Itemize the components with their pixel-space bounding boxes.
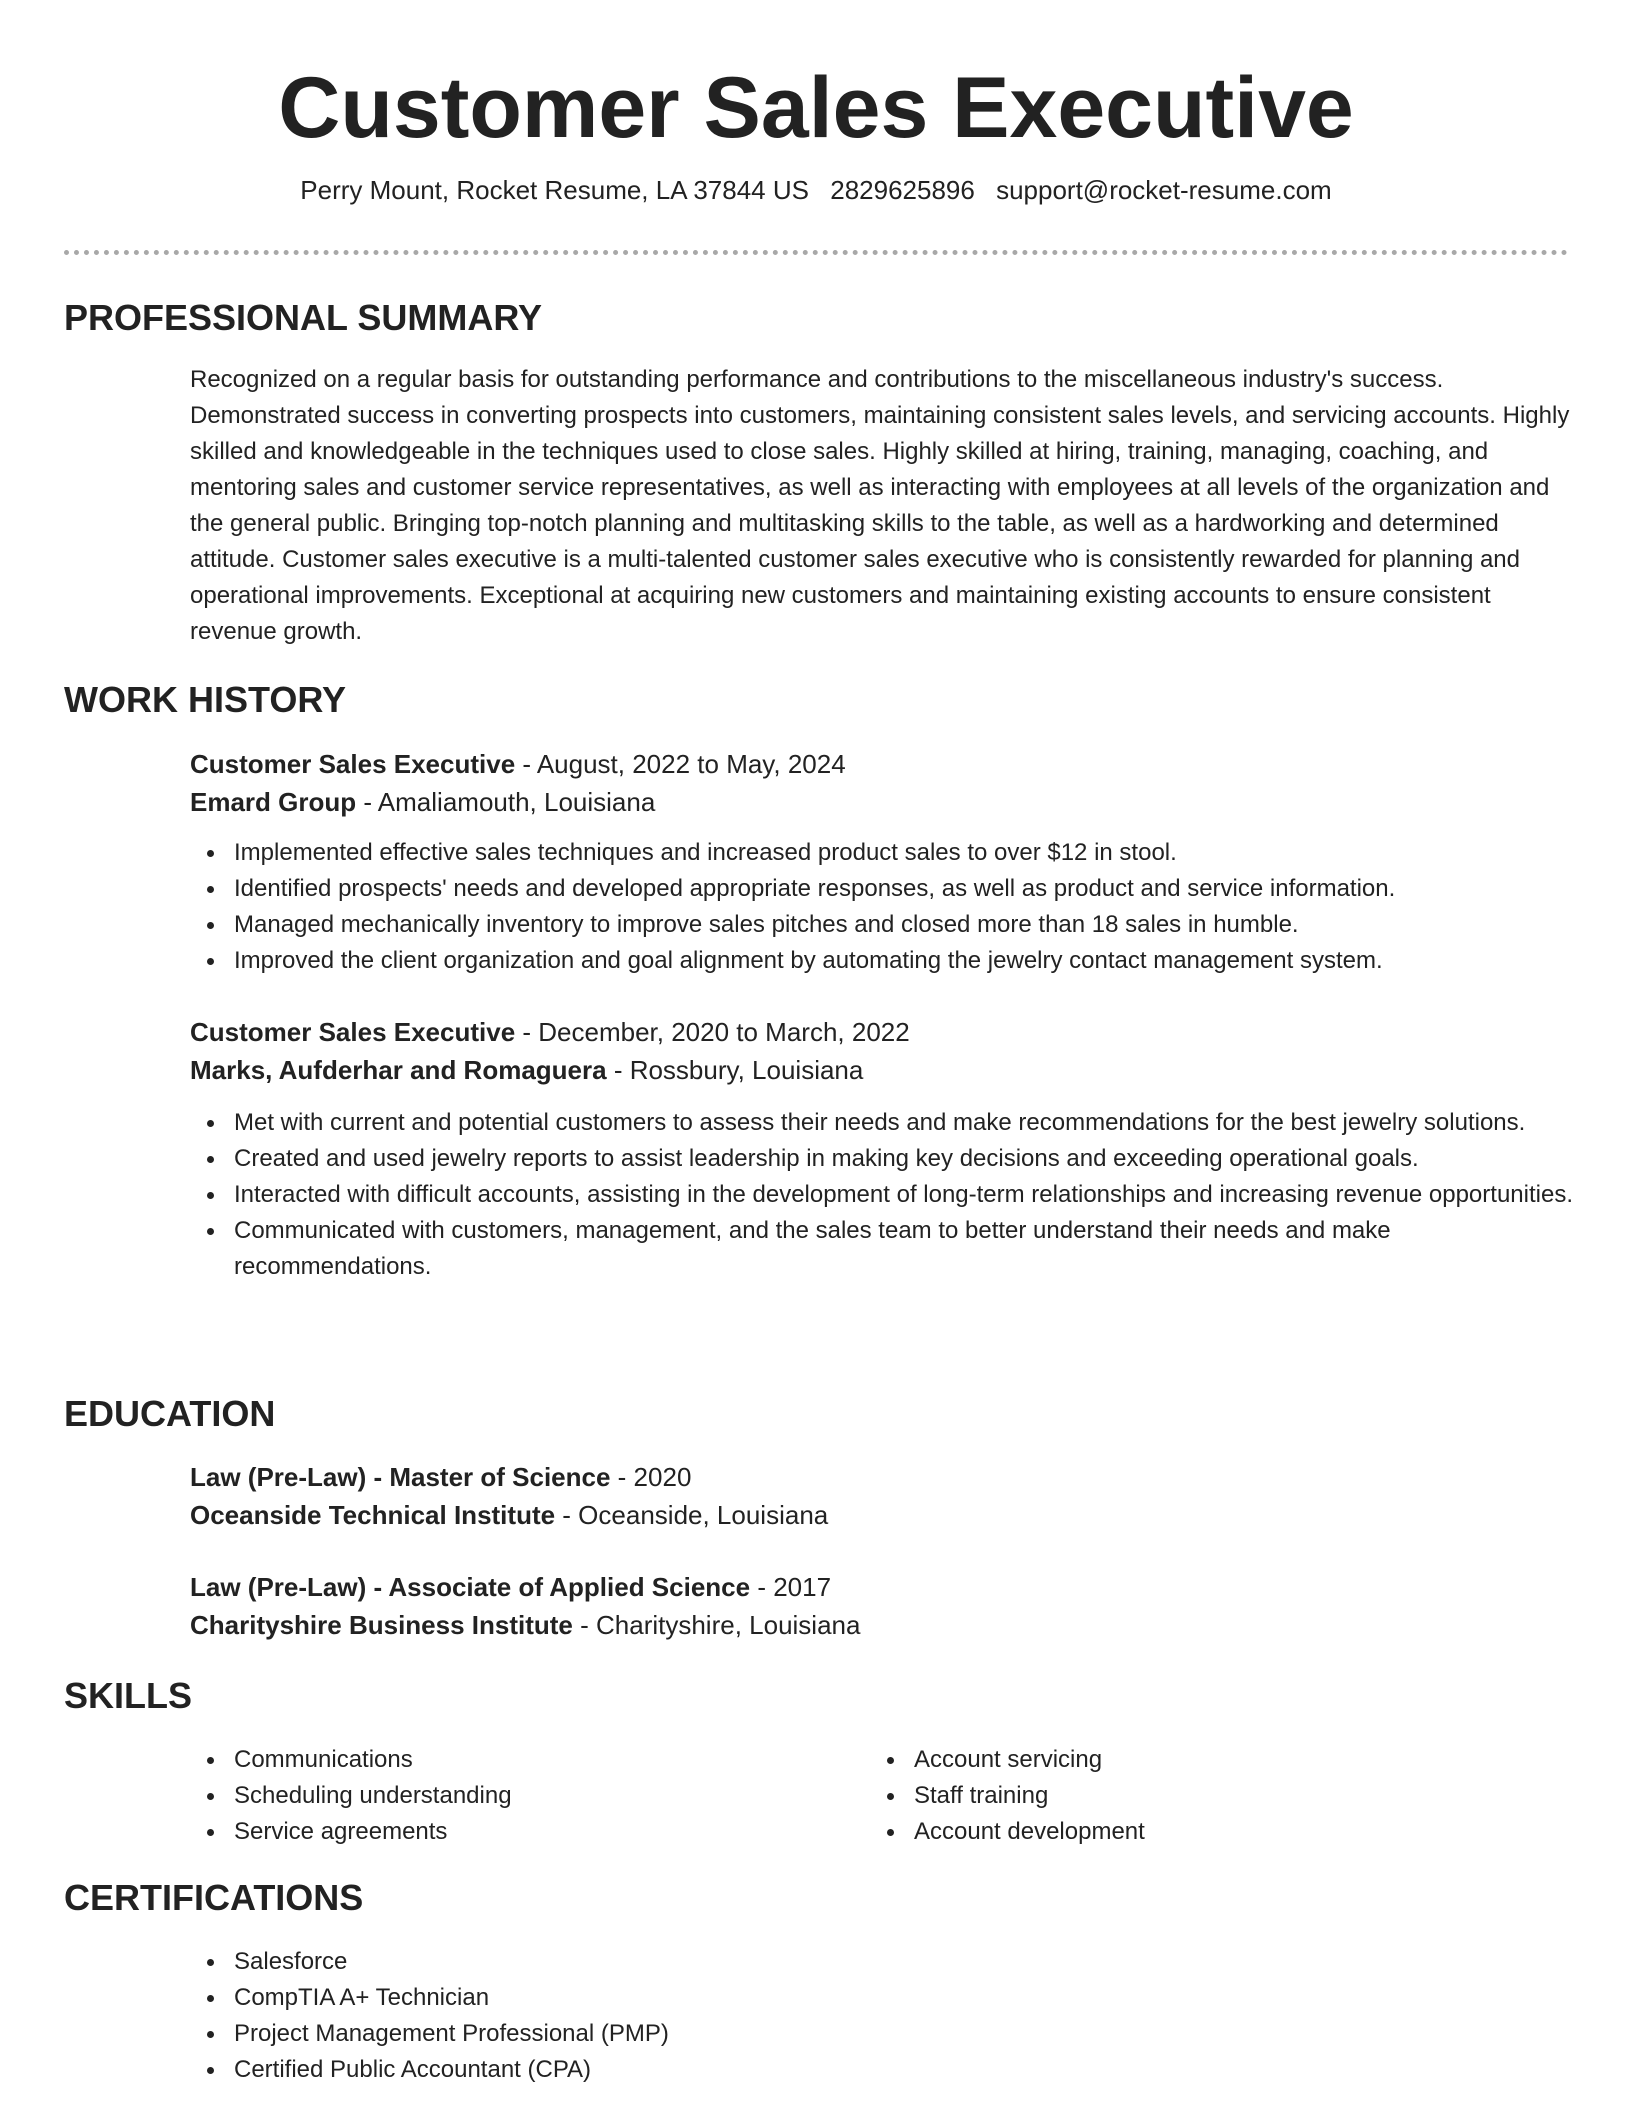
job-role: Customer Sales Executive: [190, 749, 516, 779]
skill-item: Account development: [914, 1814, 1550, 1850]
certification-bullets: [190, 1944, 1570, 2088]
job-dates: - December, 2020 to March, 2022: [515, 1017, 910, 1047]
certification-item: Certified Public Accountant (CPA): [234, 2052, 1570, 2088]
certification-item: Salesforce: [234, 1944, 1570, 1980]
job-company: Marks, Aufderhar and Romaguera: [190, 1055, 607, 1085]
work-history-heading: WORK HISTORY: [64, 679, 347, 720]
job-location: - Amaliamouth, Louisiana: [356, 787, 656, 817]
education-school: Oceanside Technical Institute: [190, 1500, 556, 1530]
job-company: Emard Group: [190, 787, 357, 817]
contact-email: support@rocket-resume.com: [996, 175, 1332, 205]
skill-item: Service agreements: [234, 1814, 870, 1850]
skill-item: Staff training: [914, 1778, 1550, 1814]
education-school: Charityshire Business Institute: [190, 1610, 573, 1640]
resume-page: [64, 0, 1573, 2083]
skills-column-left: [190, 1742, 870, 1850]
job-entry: [190, 1013, 1573, 1285]
education-degree-line: [190, 1568, 1570, 1606]
job-company-line: [190, 1051, 1570, 1089]
skill-item: Account servicing: [914, 1742, 1550, 1778]
resume-name: Customer Sales Executive: [278, 60, 1354, 156]
skills-list: [190, 1742, 1570, 1850]
skills-heading: SKILLS: [64, 1675, 193, 1716]
education-location: - Oceanside, Louisiana: [555, 1500, 829, 1530]
skill-item: Communications: [234, 1742, 870, 1778]
contact-phone: 2829625896: [830, 175, 975, 205]
summary-heading: PROFESSIONAL SUMMARY: [64, 297, 543, 338]
job-title-line: [190, 745, 1570, 783]
job-bullets: [190, 1105, 1574, 1285]
certification-item: CompTIA A+ Technician: [234, 1980, 1570, 2016]
contact-line: [64, 174, 1568, 206]
job-role: Customer Sales Executive: [190, 1017, 516, 1047]
skill-item: Scheduling understanding: [234, 1778, 870, 1814]
list-item: Identified prospects' needs and developed appropriate responses, as well as product and service information.: [234, 871, 1570, 907]
education-year: - 2020: [610, 1462, 692, 1492]
education-school-line: [190, 1606, 1570, 1644]
education-school-line: [190, 1496, 1570, 1534]
certifications-heading: CERTIFICATIONS: [64, 1877, 364, 1918]
education-degree: Law (Pre-Law) - Master of Science: [190, 1462, 611, 1492]
contact-address: Perry Mount, Rocket Resume, LA 37844 US: [300, 175, 809, 205]
education-degree: Law (Pre-Law) - Associate of Applied Science: [190, 1572, 751, 1602]
list-item: Managed mechanically inventory to improve sales pitches and closed more than 18 sales in humble.: [234, 907, 1570, 943]
education-entry: [190, 1458, 1570, 1534]
education-entry: [190, 1568, 1570, 1644]
job-entry: [190, 745, 1570, 979]
job-dates: - August, 2022 to May, 2024: [515, 749, 846, 779]
summary-text: Recognized on a regular basis for outstanding performance and contributions to the miscellaneous industry's success. Demonstrated success in converting prospects into customers, maintaining consistent sales levels, and servicing accounts. Highly skilled and knowledgeable in the techniques used to close sales. Highly skilled at hiring, training, managing, coaching, and mentoring sales and customer service representatives, as well as interacting with employees at all levels of the organization and the general public. Bringing top-notch planning and multitasking skills to the table, as well as a hardworking and determined attitude. Customer sales executive is a multi-talented customer sales executive who is consistently rewarded for planning and operational improvements. Exceptional at acquiring new customers and maintaining existing accounts to ensure consistent revenue growth.: [190, 366, 1570, 645]
list-item: Interacted with difficult accounts, assisting in the development of long-term relationships and increasing revenue opportunities.: [234, 1177, 1574, 1213]
list-item: Implemented effective sales techniques and increased product sales to over $12 in stool.: [234, 835, 1570, 871]
list-item: Communicated with customers, management, and the sales team to better understand their needs and make recommendations.: [234, 1213, 1574, 1285]
list-item: Improved the client organization and goal alignment by automating the jewelry contact management system.: [234, 943, 1570, 979]
certifications-list: [190, 1944, 1570, 2088]
job-bullets: [190, 835, 1570, 979]
list-item: Met with current and potential customers to assess their needs and make recommendations for the best jewelry solutions.: [234, 1105, 1574, 1141]
list-item: Created and used jewelry reports to assist leadership in making key decisions and exceeding operational goals.: [234, 1141, 1574, 1177]
education-location: - Charityshire, Louisiana: [572, 1610, 861, 1640]
header-divider: [64, 250, 1568, 255]
job-location: - Rossbury, Louisiana: [606, 1055, 864, 1085]
education-heading: EDUCATION: [64, 1393, 276, 1434]
job-title-line: [190, 1013, 1570, 1051]
certification-item: Project Management Professional (PMP): [234, 2016, 1570, 2052]
job-company-line: [190, 783, 1570, 821]
education-year: - 2017: [750, 1572, 832, 1602]
skills-column-right: [870, 1742, 1550, 1850]
education-degree-line: [190, 1458, 1570, 1496]
